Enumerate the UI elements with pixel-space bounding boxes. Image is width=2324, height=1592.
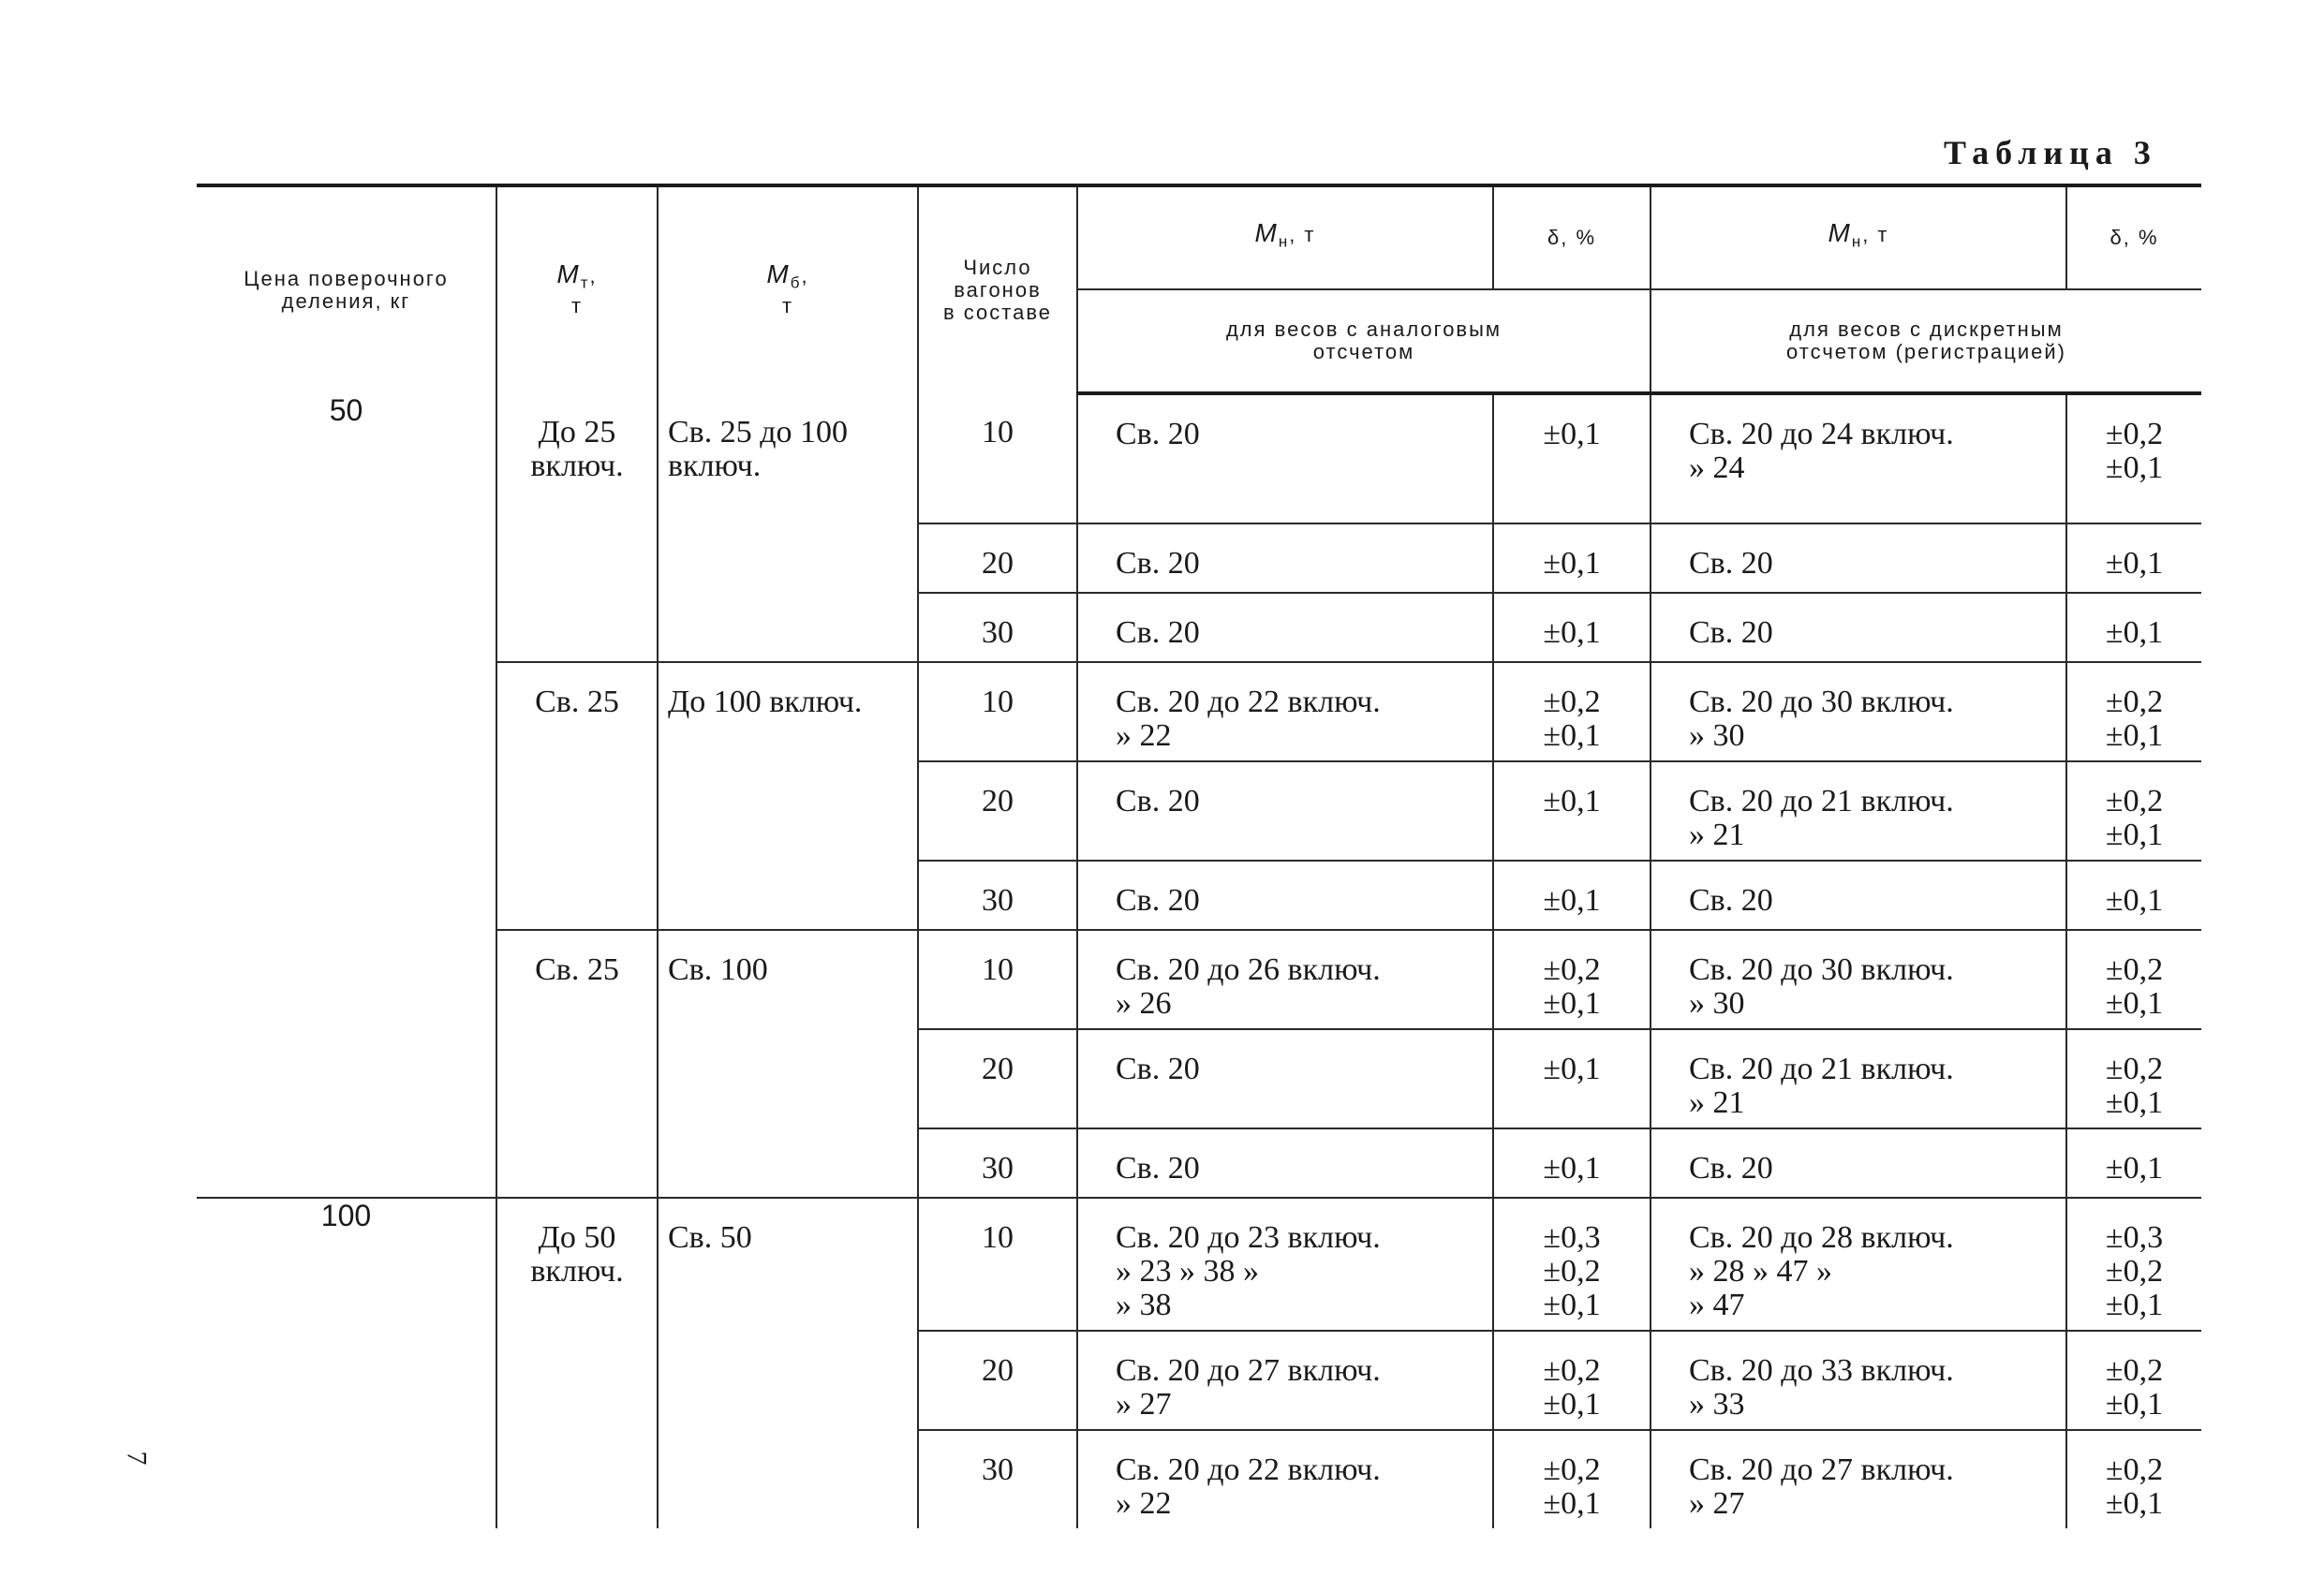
- page-number: 7: [121, 1451, 153, 1466]
- analog-mn-cell: Св. 20: [1077, 393, 1493, 523]
- discrete-mn-cell: Св. 20 до 30 включ. » 30: [1650, 930, 2066, 1029]
- discrete-delta-cell: ±0,2 ±0,1: [2066, 662, 2201, 761]
- analog-delta-cell: ±0,1: [1493, 1128, 1650, 1198]
- discrete-delta-cell: ±0,2 ±0,1: [2066, 393, 2201, 523]
- discrete-delta-cell: ±0,2 ±0,1: [2066, 761, 2201, 861]
- header-m6: $M_б$, т: [658, 185, 918, 393]
- header-price: Цена поверочного деления, кг: [197, 185, 496, 393]
- analog-mn-cell: Св. 20 до 23 включ. » 23 » 38 » » 38: [1077, 1198, 1493, 1331]
- discrete-mn-cell: Св. 20 до 27 включ. » 27: [1650, 1430, 2066, 1528]
- table-row: [197, 930, 2201, 1029]
- m1-cell: Св. 25: [496, 662, 658, 930]
- discrete-mn-cell: Св. 20 до 24 включ. » 24: [1650, 393, 2066, 523]
- discrete-delta-cell: ±0,3 ±0,2 ±0,1: [2066, 1198, 2201, 1331]
- analog-delta-cell: ±0,2 ±0,1: [1493, 1430, 1650, 1528]
- table-row: [197, 662, 2201, 761]
- m6-cell: Св. 50: [658, 1198, 918, 1528]
- discrete-delta-cell: ±0,1: [2066, 1128, 2201, 1198]
- analog-delta-cell: ±0,1: [1493, 861, 1650, 930]
- analog-mn-cell: Св. 20: [1077, 1029, 1493, 1128]
- analog-delta-cell: ±0,1: [1493, 1029, 1650, 1128]
- discrete-delta-cell: ±0,1: [2066, 593, 2201, 662]
- m1-cell: До 50 включ.: [496, 1198, 658, 1528]
- header-delta-analog: δ, %: [1493, 185, 1650, 289]
- discrete-mn-cell: Св. 20 до 21 включ. » 21: [1650, 761, 2066, 861]
- m6-cell: Св. 25 до 100 включ.: [658, 393, 918, 662]
- analog-mn-cell: Св. 20 до 27 включ. » 27: [1077, 1331, 1493, 1430]
- analog-delta-cell: ±0,1: [1493, 593, 1650, 662]
- discrete-delta-cell: ±0,1: [2066, 861, 2201, 930]
- discrete-delta-cell: ±0,2 ±0,1: [2066, 1331, 2201, 1430]
- discrete-delta-cell: ±0,2 ±0,1: [2066, 930, 2201, 1029]
- wagons-cell: 10: [918, 662, 1077, 761]
- header-discrete-scales: для весов с дискретным отсчетом (регистрацией): [1650, 289, 2201, 393]
- discrete-mn-cell: Св. 20 до 28 включ. » 28 » 47 » » 47: [1650, 1198, 2066, 1331]
- table-row: [197, 1198, 2201, 1331]
- wagons-cell: 30: [918, 1128, 1077, 1198]
- analog-mn-cell: Св. 20: [1077, 1128, 1493, 1198]
- table-row: [197, 393, 2201, 523]
- wagons-cell: 30: [918, 861, 1077, 930]
- wagons-cell: 30: [918, 1430, 1077, 1528]
- m1-cell: До 25 включ.: [496, 393, 658, 662]
- wagons-cell: 20: [918, 1331, 1077, 1430]
- wagons-cell: 20: [918, 523, 1077, 593]
- analog-mn-cell: Св. 20 до 22 включ. » 22: [1077, 662, 1493, 761]
- analog-delta-cell: ±0,1: [1493, 523, 1650, 593]
- discrete-mn-cell: Св. 20: [1650, 523, 2066, 593]
- wagons-cell: 30: [918, 593, 1077, 662]
- header-wagons: Число вагонов в составе: [918, 185, 1077, 393]
- analog-delta-cell: ±0,3 ±0,2 ±0,1: [1493, 1198, 1650, 1331]
- discrete-mn-cell: Св. 20: [1650, 1128, 2066, 1198]
- table-3: [197, 184, 2201, 1528]
- analog-mn-cell: Св. 20: [1077, 593, 1493, 662]
- m6-cell: До 100 включ.: [658, 662, 918, 930]
- header-analog-scales: для весов с аналоговым отсчетом: [1077, 289, 1650, 393]
- m6-cell: Св. 100: [658, 930, 918, 1198]
- wagons-cell: 10: [918, 930, 1077, 1029]
- header-mn-analog: $M_н$, т: [1077, 185, 1493, 289]
- wagons-cell: 10: [918, 1198, 1077, 1331]
- header-mn-discrete: $M_н$, т: [1650, 185, 2066, 289]
- analog-delta-cell: ±0,2 ±0,1: [1493, 662, 1650, 761]
- discrete-mn-cell: Св. 20 до 30 включ. » 30: [1650, 662, 2066, 761]
- analog-mn-cell: Св. 20: [1077, 761, 1493, 861]
- table-caption: Таблица 3: [1944, 134, 2157, 171]
- wagons-cell: 20: [918, 1029, 1077, 1128]
- discrete-mn-cell: Св. 20: [1650, 593, 2066, 662]
- analog-delta-cell: ±0,1: [1493, 761, 1650, 861]
- analog-mn-cell: Св. 20 до 22 включ. » 22: [1077, 1430, 1493, 1528]
- price-cell: 50: [197, 393, 496, 1198]
- discrete-delta-cell: ±0,2 ±0,1: [2066, 1430, 2201, 1528]
- analog-mn-cell: Св. 20: [1077, 523, 1493, 593]
- header-delta-discrete: δ, %: [2066, 185, 2201, 289]
- m1-cell: Св. 25: [496, 930, 658, 1198]
- analog-delta-cell: ±0,2 ±0,1: [1493, 1331, 1650, 1430]
- analog-delta-cell: ±0,2 ±0,1: [1493, 930, 1650, 1029]
- analog-delta-cell: ±0,1: [1493, 393, 1650, 523]
- analog-mn-cell: Св. 20: [1077, 861, 1493, 930]
- discrete-mn-cell: Св. 20: [1650, 861, 2066, 930]
- discrete-delta-cell: ±0,2 ±0,1: [2066, 1029, 2201, 1128]
- header-m1: $M_т$, т: [496, 185, 658, 393]
- analog-mn-cell: Св. 20 до 26 включ. » 26: [1077, 930, 1493, 1029]
- price-cell: 100: [197, 1198, 496, 1528]
- wagons-cell: 20: [918, 761, 1077, 861]
- discrete-delta-cell: ±0,1: [2066, 523, 2201, 593]
- table-body: [197, 393, 2201, 1528]
- discrete-mn-cell: Св. 20 до 21 включ. » 21: [1650, 1029, 2066, 1128]
- discrete-mn-cell: Св. 20 до 33 включ. » 33: [1650, 1331, 2066, 1430]
- wagons-cell: 10: [918, 393, 1077, 523]
